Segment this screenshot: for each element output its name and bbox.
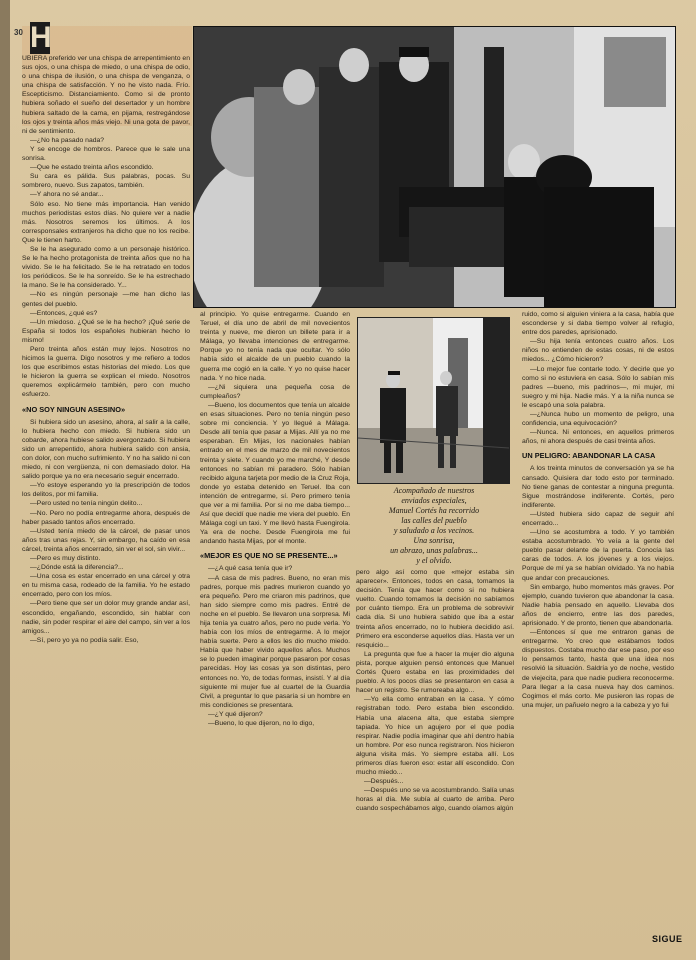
continue-label: SIGUE (652, 934, 683, 944)
subheading: UN PELIGRO: ABANDONAR LA CASA (522, 451, 656, 461)
paragraph: —Bueno, los documentos que tenía un alcalde en esas situaciones. Pero no tenía ningún peso sobre mi conciencia. Y yo llegué a Málaga. Desde allí tenía que pasar a Mijas. Allí ya no me esperaban. En Mijas, los nacionales habían entrado en el mes de marzo de mil novecientos treinta y siete. Y cuando yo me marché, Y desde entonces no sabían mi paradero. Sólo habían recibido alguna tarjeta por medio de la Cruz Roja, donde yo estaba detenido en Teruel. Iba con intención de entregarme, sí. Pero primero tenía que ver a mi familia. Por si no me daba tiempo... Así que decidí que nadie me viera del pueblo. En Málaga cogí un taxi. Y me llevó hasta Fuengirola. Ya era de noche. Desde Fuengirola me fui andando hasta Mijas, por el monte. (200, 401, 350, 546)
paragraph: ruido, como si alguien viniera a la casa, había que esconderse y si daba tiempo volver al refugio, entre dos paredes, aprisionado. (522, 311, 674, 337)
paragraph: —Entonces sí que me entraron ganas de entregarme. Yo creo que estábamos todos dispuestos. Costaba mucho dar ese paso, por eso lo pensamos tanto, hasta que una idea nos resolvió la situación. Saldría yo de noche, vestido de viejecita, para que nadie pudiera reconocerme. Para llegar a la casa nueva hay dos caminos. Cogimos el más corto. Me pusieron las ropas de una mujer, un pañuelo negro a la cabeza y yo fui (522, 629, 674, 709)
paragraph: —Sí, pero yo ya no podía salir. Eso, (30, 636, 139, 644)
paragraph: —Pero es muy distinto. (30, 554, 101, 562)
paragraph: —¿No ha pasado nada? (30, 136, 105, 144)
paragraph: Si hubiera sido un asesino, ahora, al salir a la calle, lo hubiera hecho con miedo. Si hubiera sido un cobarde, ahora hubiese salido avergonzado. Si hubiera sido un arrepentido, ahora hubiera salido con ansia, con dolor, con mucho sufrimiento. Y no ha salido ni con miedo, ni con vergüenza, ni con demasiado dolor. Ha salido porque ya no era necesario seguir encerrado. (22, 418, 190, 481)
paragraph: —¿Y qué dijeron? (208, 710, 263, 718)
caption-line: Acompañado de nuestros (393, 486, 475, 495)
paragraph: —Un miedoso. ¿Qué se le ha hecho? ¡Qué serie de España si todos los españoles hubieran hecho lo mismo! (22, 318, 190, 344)
paragraph: —¿Ni siquiera una pequeña cosa de cumpleaños? (200, 383, 350, 400)
paragraph: —Yo ella como entraban en la casa. Y cómo registraban todo. Pero estaba bien escondido. Había una alacena alta, que estaba siempre tapiada. Yo hice un agujero por el que podía respirar. Nadie podía imaginar que ahí dentro había un hombre. Por eso nunca registraron. Nos hicieron alguna visita más. Yo siempre estaba allí. Los primeros días fueron eso: estar allí escondido. Con mucho miedo... (356, 696, 514, 777)
paragraph: pero algo así como que «mejor estaba sin aparecer». Entonces, todos en casa, tomamos la decisión. Tenía que hacer como si no hubiera vuelto. Cuando tomamos la decisión no sabíamos por cuánto tiempo. Era un problema de sobrevivir cada día. Si uno hubiera sabido que iba a estar treinta años encerrado, no lo hubiera decidido así. Primero era esconderse aquellos días. Hasta ver un resquicio... (356, 569, 514, 649)
paragraph: Y se encoge de hombros. Parece que le sale una sonrisa. (22, 145, 190, 163)
paragraph: Pero treinta años están muy lejos. Nosotros no hicimos la guerra. Digo nosotros y me refiero a todos los que escribimos estas historias del miedo. Los que le hicieron la guerra se explican el miedo. Nosotros queremos explicármelo también, pero con mucho esfuerzo. (22, 346, 190, 399)
caption-line: enviados especiales, (401, 496, 467, 505)
paragraph: —Pero tiene que ser un dolor muy grande andar así, escondido, engañando, escondido, sin hablar con nadie, sin poder respirar el aire del campo, sin ver a los amigos... (22, 600, 190, 635)
subheading: «NO SOY NINGUN ASESINO» (22, 404, 126, 414)
crowd-with-guardia-civil-photo (194, 27, 675, 307)
paragraph: —Pero usted no tenía ningún delito... (30, 500, 143, 508)
paragraph: —Después uno se va acostumbrando. Salía unas horas al día. Me subía al cuarto de arriba. Pero cuando sospechábamos algo, cuando oíamos algún (356, 787, 514, 813)
paragraph: —A casa de mis padres. Bueno, no eran mis padres, porque mis padres murieron cuando yo era pequeño. Pero me criaron mis padrinos, que han sido siempre como mis padres. Entré de noche en el pueblo. Se llevaron una sorpresa. Mi hija tenía ya cuatro años, pero no pude verla. Yo había con los míos de entregarme. A lo mejor había suerte. Pero a ellos les dio mucho miedo. Había que haber vivido aquellos años. Muchos se lo pueden imaginar porque pasaron por cosas parecidas. Hoy las cosas ya son distintas, pero entonces no. Yo, de todas formas, insistí. Y al día siguiente mi mujer fue al cuartel de la Guardia Civil, a preguntar lo que pasaría si un hombre en mis condiciones se presentara. (200, 574, 350, 709)
paragraph: Se le ha asegurado como a un personaje histórico. Se le ha hecho protagonista de treinta años que no ha vivido. Se le ha felicitado. Se le ha retratado en todos los periódicos. Se le ha sonreído. Se le ha estrechado la mano. Se le ha considerado. Y... (22, 245, 190, 290)
paragraph: —Usted tenía miedo de la cárcel, de pasar unos años tras unas rejas. Y, sin embargo, ha caído en esa cárcel, treinta años encerrado, sin ver el sol, sin vivir... (22, 527, 190, 553)
paragraph: Sin embargo, hubo momentos más graves. Por ejemplo, cuando tuvieron que abandonar la casa. Nadie había pensado en aquello. Llevaba dos años de encierro, entre las dos paredes, aprisionado. Y de pronto, tienen que abandonarla. (522, 583, 674, 627)
paragraph: —Lo mejor fue contarle todo. Y decirle que yo como si no estuviera en casa. Sólo lo sabían mis padres —bueno, mis padrinos—, mi mujer, mi suegro y mi hija. Nadie más. Y a la niña nunca se le escapó una sola palabra. (522, 365, 674, 409)
caption-line: y saludado a los vecinos. (393, 526, 475, 535)
paragraph: —No es ningún personaje —me han dicho las gentes del pueblo. (22, 291, 190, 308)
paragraph: —Y ahora no sé andar... (30, 191, 104, 199)
paragraph: —Nunca. Ni entonces, en aquellos primeros años, ni ahora después de casi treinta años. (522, 429, 674, 446)
top-photo (193, 26, 676, 308)
binding-edge (0, 0, 10, 960)
paragraph: —Que he estado treinta años escondido. (30, 164, 154, 172)
caption-line: Manuel Cortés ha recorrido (388, 506, 480, 515)
paragraph: —Yo estoye esperando yo la prescripción de todos los delitos, por mi familia. (22, 482, 190, 499)
subheading: «MEJOR ES QUE NO SE PRESENTE...» (200, 551, 338, 561)
drop-cap: H (30, 21, 52, 54)
right-column (522, 310, 674, 935)
photo-caption (350, 486, 518, 566)
paragraph: —¿Dónde está la diferencia?... (30, 564, 124, 572)
paragraph: A los treinta minutos de conversación ya se ha cansado. Quisiera dar todo esto por terminado. No tiene ganas de contestar a ninguna pregunta. Sigue mostrándose indiferente. Cortés, pero indiferente. (522, 465, 674, 509)
middle-photo (357, 317, 510, 484)
paragraph: —Su hija tenía entonces cuatro años. Los niños no entienden de estas cosas, ni de estos miedos... ¿Cómo hicieron? (522, 338, 674, 364)
paragraph: —No. Pero no podía entregarme ahora, después de haber pasado tantos años encerrado. (22, 509, 190, 526)
caption-line: Una sonrisa, (413, 536, 455, 545)
paragraph: La pregunta que fue a hacer la mujer dio alguna pista, porque alguien pensó entonces que Manuel Cortés Quero estaba en las proximidades del pueblo. A los pocos días se presentaron en casa a hacer un registro. Se rumoreaba algo... (356, 650, 514, 695)
paragraph: —Usted hubiera sido capaz de seguir ahí encerrado... (522, 510, 674, 527)
caption-line: y el olvido. (416, 556, 452, 565)
paragraph: —Uno se acostumbra a todo. Y yo también estaba acostumbrado. Yo veía a la gente del pueblo pasar delante de la puerta. Conocía las caras de todos. A los jóvenes y a los viejos. Porque de mí ya se habían olvidado. Ya no había que andar con precauciones. (522, 529, 674, 582)
left-column (52, 24, 190, 54)
paragraph: UBIERA preferido ver una chispa de arrepentimiento en sus ojos, o una chispa de miedo, o una chispa de odio, o una chispa de ilusión, o una chispa de venganza, o una chispa de satisfacción. Y no he visto nada. Frío. Escepticismo. Distanciamiento. Como si de pronto hubiera soñado el sueño del desertador y un hombre hubiera saltado de la cama, en pijama, restregándose los ojos y treinta años más viejo. Ni una gota de pavor, ni de sentimiento. (22, 55, 190, 135)
middle-column (200, 310, 350, 945)
center-column (356, 568, 514, 945)
caption-line: las calles del pueblo (401, 516, 467, 525)
paragraph: al principio. Yo quise entregarme. Cuando en Teruel, el día uno de abril de mil novecientos treinta y nueve, me dieron un billete para ir a Málaga, yo llevaba intenciones de entregarme. Porque yo no tenía nada que ocultar. Yo sólo había sido el alcalde de un pueblo cuando la guerra me cogió en la calle. Y yo no quise hacer nada. Y no hice nada. (200, 311, 350, 382)
paragraph: —Entonces, ¿qué es? (30, 309, 98, 317)
paragraph: —Después... (364, 778, 404, 786)
page-number: 30 (14, 28, 23, 37)
paragraph: Sólo eso. No tiene más importancia. Han venido muchos periodistas estos días. No quiere ver a nadie más. Nosotros seremos los últimos. A los corresponsales extranjeros ha dicho que no los recibe. Que le tienen harto. (22, 200, 190, 244)
paragraph: —Una cosa es estar encerrado en una cárcel y otra en tu misma casa, rodeado de la familia. Yo he estado encerrado, pero con los míos. (22, 573, 190, 599)
paragraph: —¿Nunca hubo un momento de peligro, una confidencia, una equivocación? (522, 411, 674, 428)
street-walk-photo (358, 318, 509, 483)
left-column-body (22, 54, 190, 944)
paragraph: —¿A qué casa tenía que ir? (208, 565, 293, 573)
paragraph: Su cara es pálida. Sus palabras, pocas. Su sombrero, nuevo. Sus zapatos, también. (22, 173, 190, 190)
caption-line: un abrazo, unas palabras... (390, 546, 478, 555)
paragraph: —Bueno, lo que dijeron, no lo digo, (208, 720, 315, 728)
